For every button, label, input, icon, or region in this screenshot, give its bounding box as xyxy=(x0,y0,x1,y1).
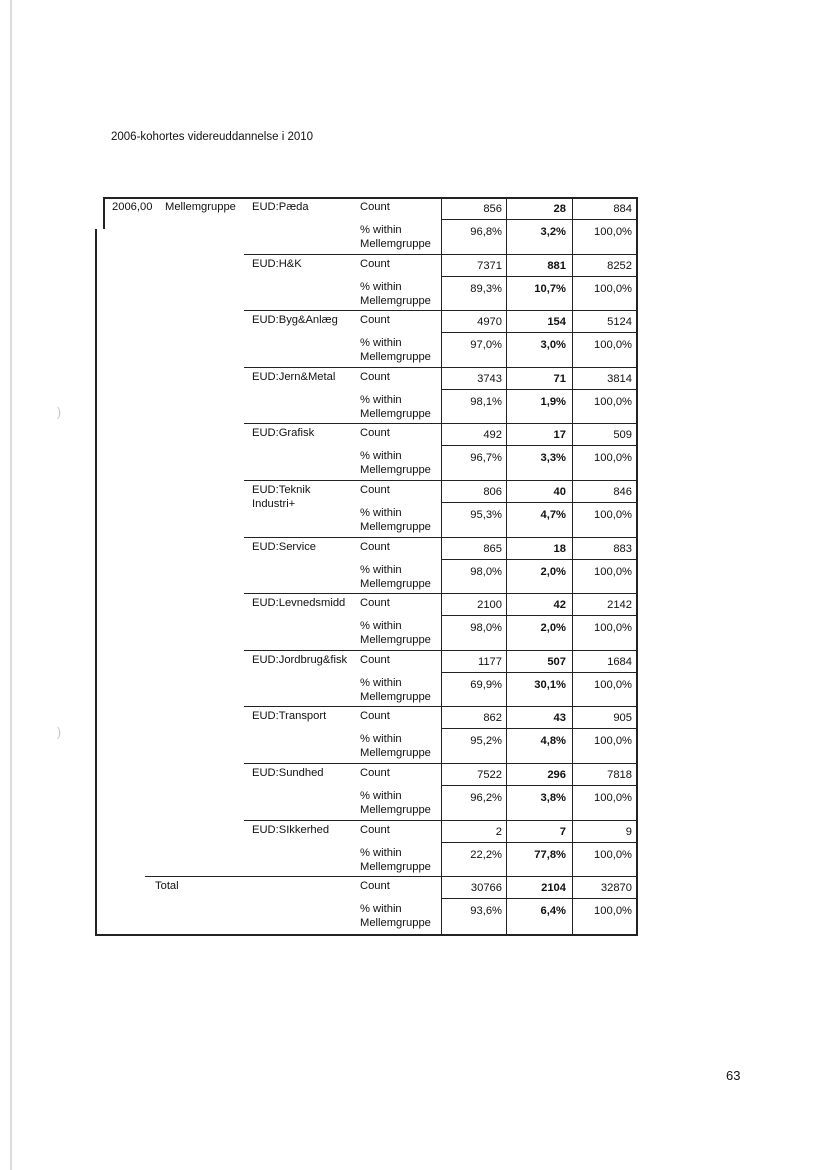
row-separator xyxy=(244,706,636,707)
count-pct-separator xyxy=(441,728,636,729)
count-cell: 1177 xyxy=(477,655,502,668)
stat-label-count: Count xyxy=(360,823,390,836)
stat-label-count: Count xyxy=(360,767,390,779)
count-pct-separator xyxy=(441,276,636,277)
stat-label-count: Count xyxy=(360,597,390,610)
count-cell: 2 xyxy=(495,825,502,838)
group-label: Mellemgruppe xyxy=(165,201,236,213)
stat-label-pct-base: Mellemgruppe xyxy=(360,294,431,307)
row-label: EUD:Jordbrug&fisk xyxy=(252,653,348,666)
table-border-bottom xyxy=(95,934,638,936)
count-cell: 492 xyxy=(483,429,502,442)
count-cell: 507 xyxy=(547,655,566,668)
pct-cell: 3,3% xyxy=(540,452,566,465)
pct-cell: 100,0% xyxy=(594,395,632,408)
total-separator xyxy=(145,876,636,877)
scan-mark: ) xyxy=(56,405,62,421)
count-cell: 846 xyxy=(613,486,632,498)
pct-cell: 98,0% xyxy=(470,622,502,635)
pct-cell: 100,0% xyxy=(594,735,632,748)
row-label: EUD:H&K xyxy=(252,257,302,270)
stat-label-pct: % within xyxy=(360,280,402,293)
stat-label-pct-base: Mellemgruppe xyxy=(360,690,431,703)
stat-label-pct-base: Mellemgruppe xyxy=(360,577,431,590)
stat-label-pct: % within xyxy=(360,393,402,406)
count-pct-separator xyxy=(441,332,636,333)
table-border-right xyxy=(636,197,638,936)
row-separator xyxy=(244,254,636,255)
pct-cell: 69,9% xyxy=(470,678,502,691)
row-label: EUD:SIkkerhed xyxy=(252,823,330,836)
pct-cell: 22,2% xyxy=(470,848,502,861)
table-border-left-stub xyxy=(103,197,105,229)
count-cell: 1684 xyxy=(607,655,632,668)
pct-cell: 4,7% xyxy=(540,509,566,521)
pct-cell: 3,8% xyxy=(540,792,566,804)
count-cell: 865 xyxy=(483,542,502,555)
stat-label-pct: % within xyxy=(360,620,402,633)
count-cell: 2142 xyxy=(607,599,632,612)
pct-cell: 98,1% xyxy=(470,395,502,408)
pct-cell: 10,7% xyxy=(534,282,566,295)
stat-label-pct-base: Mellemgruppe xyxy=(360,804,431,816)
count-cell: 806 xyxy=(483,486,502,498)
stat-label-pct: % within xyxy=(360,224,402,236)
row-label: EUD:Service xyxy=(252,540,317,553)
pct-cell: 100,0% xyxy=(594,509,632,521)
count-cell: 9 xyxy=(625,825,632,838)
count-cell: 509 xyxy=(613,429,632,442)
total-label: Total xyxy=(155,880,179,893)
pct-cell: 1,9% xyxy=(540,395,566,408)
pct-cell: 100,0% xyxy=(594,792,632,804)
stat-label-pct: % within xyxy=(360,337,402,350)
count-cell: 296 xyxy=(547,769,566,781)
pct-cell: 100,0% xyxy=(594,452,632,465)
stat-label-pct-base: Mellemgruppe xyxy=(360,634,431,647)
pct-cell: 96,8% xyxy=(470,226,502,238)
count-cell: 883 xyxy=(613,542,632,555)
count-pct-separator xyxy=(441,389,636,390)
stat-label-count: Count xyxy=(360,201,390,213)
count-cell: 3743 xyxy=(477,372,502,385)
pct-cell: 100,0% xyxy=(594,905,632,918)
count-pct-separator xyxy=(441,785,636,786)
pct-cell: 93,6% xyxy=(470,905,502,918)
layer-label: 2006,00 xyxy=(112,201,153,213)
pct-cell: 77,8% xyxy=(534,848,566,861)
count-cell: 18 xyxy=(553,542,566,555)
row-label: EUD:Pæda xyxy=(252,201,309,213)
stat-label-pct: % within xyxy=(360,903,402,916)
pct-cell: 100,0% xyxy=(594,339,632,352)
scan-edge-shadow xyxy=(10,0,12,1170)
count-cell: 28 xyxy=(553,203,566,215)
row-separator xyxy=(244,480,636,481)
count-cell: 154 xyxy=(547,316,566,329)
row-label: EUD:Byg&Anlæg xyxy=(252,314,338,327)
pct-cell: 97,0% xyxy=(470,339,502,352)
count-cell: 7371 xyxy=(477,259,502,272)
count-cell: 5124 xyxy=(607,316,632,329)
stat-label-count: Count xyxy=(360,653,390,666)
count-cell: 43 xyxy=(553,712,566,725)
stat-label-count: Count xyxy=(360,427,390,440)
stat-label-count: Count xyxy=(360,880,390,893)
count-pct-separator xyxy=(441,672,636,673)
pct-cell: 100,0% xyxy=(594,622,632,635)
scan-mark: ) xyxy=(56,725,62,741)
stat-label-pct-base: Mellemgruppe xyxy=(360,860,431,873)
count-cell: 884 xyxy=(613,203,632,215)
count-cell: 32870 xyxy=(600,882,632,895)
pct-cell: 89,3% xyxy=(470,282,502,295)
pct-cell: 2,0% xyxy=(540,622,566,635)
crosstab-table xyxy=(95,197,638,936)
row-separator xyxy=(244,367,636,368)
stat-label-pct-base: Mellemgruppe xyxy=(360,747,431,760)
stat-label-count: Count xyxy=(360,370,390,383)
pct-cell: 98,0% xyxy=(470,565,502,578)
count-cell: 17 xyxy=(553,429,566,442)
count-cell: 862 xyxy=(483,712,502,725)
row-label: EUD:Levnedsmidd xyxy=(252,597,346,610)
count-cell: 7 xyxy=(559,825,566,838)
pct-cell: 3,2% xyxy=(540,226,566,238)
stat-label-pct-base: Mellemgruppe xyxy=(360,917,431,930)
table-border-left xyxy=(95,229,97,935)
pct-cell: 100,0% xyxy=(594,565,632,578)
pct-cell: 30,1% xyxy=(534,678,566,691)
stat-label-pct-base: Mellemgruppe xyxy=(360,238,431,250)
row-separator xyxy=(244,820,636,821)
document-title: 2006-kohortes videreuddannelse i 2010 xyxy=(111,131,314,143)
pct-cell: 96,2% xyxy=(470,792,502,804)
pct-cell: 100,0% xyxy=(594,678,632,691)
count-cell: 881 xyxy=(547,259,566,272)
table-border-top xyxy=(103,197,638,199)
count-cell: 30766 xyxy=(470,882,502,895)
count-pct-separator xyxy=(441,445,636,446)
stat-label-count: Count xyxy=(360,540,390,553)
pct-cell: 95,2% xyxy=(470,735,502,748)
pct-cell: 96,7% xyxy=(470,452,502,465)
count-cell: 2104 xyxy=(541,882,566,895)
pct-cell: 95,3% xyxy=(470,509,502,521)
row-label: Industri+ xyxy=(252,498,296,510)
row-label: EUD:Sundhed xyxy=(252,767,324,779)
count-cell: 856 xyxy=(483,203,502,215)
count-cell: 905 xyxy=(613,712,632,725)
count-pct-separator xyxy=(441,615,636,616)
count-pct-separator xyxy=(441,898,636,899)
count-cell: 7522 xyxy=(477,769,502,781)
row-label: EUD:Grafisk xyxy=(252,427,315,440)
row-separator xyxy=(244,423,636,424)
stat-label-count: Count xyxy=(360,257,390,270)
count-cell: 8252 xyxy=(607,259,632,272)
count-cell: 40 xyxy=(553,486,566,498)
stat-label-pct: % within xyxy=(360,507,402,519)
pct-cell: 6,4% xyxy=(540,905,566,918)
stat-label-count: Count xyxy=(360,314,390,327)
row-separator xyxy=(244,650,636,651)
stat-label-count: Count xyxy=(360,484,390,496)
row-separator xyxy=(244,763,636,764)
stat-label-count: Count xyxy=(360,710,390,723)
row-separator xyxy=(244,593,636,594)
pct-cell: 100,0% xyxy=(594,226,632,238)
count-cell: 3814 xyxy=(607,372,632,385)
stat-label-pct: % within xyxy=(360,733,402,746)
count-cell: 7818 xyxy=(607,769,632,781)
stat-label-pct: % within xyxy=(360,846,402,859)
row-separator xyxy=(244,310,636,311)
count-pct-separator xyxy=(441,219,636,220)
count-pct-separator xyxy=(441,502,636,503)
stat-label-pct-base: Mellemgruppe xyxy=(360,351,431,364)
stat-label-pct: % within xyxy=(360,563,402,576)
count-cell: 4970 xyxy=(477,316,502,329)
page-number: 63 xyxy=(726,1068,741,1083)
row-label: EUD:Teknik xyxy=(252,484,311,496)
count-pct-separator xyxy=(441,842,636,843)
stat-label-pct: % within xyxy=(360,790,402,802)
pct-cell: 100,0% xyxy=(594,848,632,861)
count-pct-separator xyxy=(441,559,636,560)
row-label: EUD:Jern&Metal xyxy=(252,370,336,383)
count-cell: 71 xyxy=(553,372,566,385)
count-cell: 42 xyxy=(553,599,566,612)
pct-cell: 100,0% xyxy=(594,282,632,295)
pct-cell: 2,0% xyxy=(540,565,566,578)
stat-label-pct-base: Mellemgruppe xyxy=(360,407,431,420)
stat-label-pct: % within xyxy=(360,450,402,463)
stat-label-pct: % within xyxy=(360,676,402,689)
stat-label-pct-base: Mellemgruppe xyxy=(360,521,431,533)
count-cell: 2100 xyxy=(477,599,502,612)
pct-cell: 3,0% xyxy=(540,339,566,352)
stat-label-pct-base: Mellemgruppe xyxy=(360,464,431,477)
row-separator xyxy=(244,537,636,538)
row-label: EUD:Transport xyxy=(252,710,327,723)
pct-cell: 4,8% xyxy=(540,735,566,748)
